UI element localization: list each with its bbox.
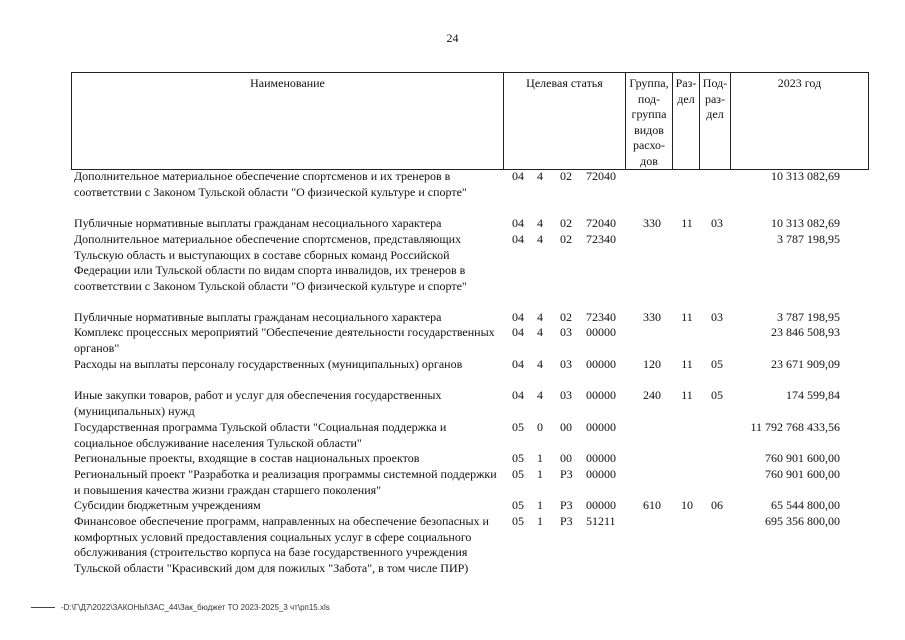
row-b: 4: [537, 310, 543, 324]
row-c: Р3: [560, 514, 573, 528]
footer-file-path: [31, 603, 330, 612]
row-a: 04: [512, 232, 524, 246]
row-b: 0: [537, 420, 543, 434]
row-name: Региональные проекты, входящие в состав национальных проектов: [74, 451, 420, 465]
header-group: Группа, под- группа видов расхо- дов: [626, 73, 673, 170]
row-name: Иные закупки товаров, работ и услуг для обеспечения государственных (муниципальных) нужд: [74, 388, 442, 418]
row-a: 05: [512, 514, 524, 528]
row-b: 4: [537, 216, 543, 230]
row-a: 04: [512, 216, 524, 230]
row-podr: 05: [711, 388, 723, 402]
row-name: Публичные нормативные выплаты гражданам несоциального характера: [74, 310, 442, 324]
row-c: 03: [560, 357, 572, 371]
row-sum: 3 787 198,95: [777, 232, 840, 246]
row-grp: 330: [643, 310, 661, 324]
header-razdel: Раз- дел: [673, 73, 700, 170]
row-c: Р3: [560, 467, 573, 481]
row-sum: 3 787 198,95: [777, 310, 840, 324]
row-d: 72040: [586, 169, 616, 183]
row-grp: 330: [643, 216, 661, 230]
row-name: Дополнительное материальное обеспечение спортсменов, представляющих Тульскую область и выступающих в составе сборных команд Российской Федерации или Тульской области по видам спорта инвалидов, их тренеров в соответствии с Законом Тульской области "О физической культуре и спорте": [74, 232, 467, 293]
row-d: 00000: [586, 467, 616, 481]
row-sum: 23 846 508,93: [771, 325, 840, 339]
row-podr: 06: [711, 498, 723, 512]
row-sum: 174 599,84: [786, 388, 840, 402]
row-a: 04: [512, 310, 524, 324]
row-a: 04: [512, 357, 524, 371]
row-a: 05: [512, 498, 524, 512]
row-razd: 11: [681, 388, 693, 402]
row-c: 02: [560, 216, 572, 230]
row-d: 00000: [586, 498, 616, 512]
row-grp: 120: [643, 357, 661, 371]
row-name: Дополнительное материальное обеспечение спортсменов и их тренеров в соответствии с Законом Тульской области "О физической культуре и спорте": [74, 169, 467, 199]
header-name: Наименование: [72, 73, 504, 170]
header-year: 2023 год: [731, 73, 869, 170]
row-b: 4: [537, 388, 543, 402]
row-grp: 610: [643, 498, 661, 512]
row-a: 05: [512, 420, 524, 434]
row-b: 4: [537, 169, 543, 183]
row-d: 72340: [586, 310, 616, 324]
row-d: 00000: [586, 420, 616, 434]
row-sum: 695 356 800,00: [765, 514, 840, 528]
row-b: 4: [537, 325, 543, 339]
row-c: 00: [560, 451, 572, 465]
row-name: Комплекс процессных мероприятий "Обеспечение деятельности государственных органов": [74, 325, 495, 355]
row-a: 04: [512, 388, 524, 402]
row-a: 04: [512, 325, 524, 339]
page-number: 24: [446, 31, 459, 45]
row-c: 03: [560, 388, 572, 402]
row-d: 00000: [586, 357, 616, 371]
row-name: Публичные нормативные выплаты гражданам несоциального характера: [74, 216, 442, 230]
row-d: 72340: [586, 232, 616, 246]
row-sum: 760 901 600,00: [765, 467, 840, 481]
row-d: 51211: [586, 514, 616, 528]
row-podr: 03: [711, 310, 723, 324]
row-razd: 11: [681, 357, 693, 371]
row-b: 4: [537, 357, 543, 371]
row-razd: 11: [681, 216, 693, 230]
row-razd: 11: [681, 310, 693, 324]
row-sum: 23 671 909,09: [771, 357, 840, 371]
header-target-article: Целевая статья: [504, 73, 626, 170]
row-c: 02: [560, 310, 572, 324]
row-d: 00000: [586, 451, 616, 465]
row-d: 00000: [586, 388, 616, 402]
row-sum: 10 313 082,69: [771, 169, 840, 183]
table-header: [71, 72, 869, 170]
header-podrazdel: Под- раз- дел: [700, 73, 731, 170]
row-c: 00: [560, 420, 572, 434]
row-name: Финансовое обеспечение программ, направленных на обеспечение безопасных и комфортных условий предоставления социальных услуг в сфере социального обслуживания (строительство корпуса на базе государственного учреждения Тульской области "Красивский дом для пожилых "Забота", в том числе ПИР): [74, 514, 489, 575]
row-a: 04: [512, 169, 524, 183]
row-a: 05: [512, 451, 524, 465]
row-name: Государственная программа Тульской области "Социальная поддержка и социальное обслуживание населения Тульской области": [74, 420, 447, 450]
row-name: Региональный проект "Разработка и реализация программы системной поддержки и повышения качества жизни граждан старшего поколения": [74, 467, 497, 497]
row-c: 03: [560, 325, 572, 339]
footer-path-text: -D:\Г\Д7\2022\ЗАКОНЫ\ЗАС_44\Зак_бюджет ТО 2023-2025_3 чт\рп15.xls: [61, 603, 330, 612]
row-grp: 240: [643, 388, 661, 402]
row-d: 00000: [586, 325, 616, 339]
footer-dash: [31, 607, 55, 608]
row-podr: 05: [711, 357, 723, 371]
row-podr: 03: [711, 216, 723, 230]
row-name: Субсидии бюджетным учреждениям: [74, 498, 261, 512]
row-d: 72040: [586, 216, 616, 230]
row-sum: 65 544 800,00: [771, 498, 840, 512]
row-razd: 10: [681, 498, 693, 512]
row-sum: 10 313 082,69: [771, 216, 840, 230]
row-b: 1: [537, 467, 543, 481]
row-c: 02: [560, 232, 572, 246]
row-b: 4: [537, 232, 543, 246]
row-b: 1: [537, 514, 543, 528]
row-name: Расходы на выплаты персоналу государственных (муниципальных) органов: [74, 357, 463, 371]
row-a: 05: [512, 467, 524, 481]
row-sum: 760 901 600,00: [765, 451, 840, 465]
row-c: Р3: [560, 498, 573, 512]
row-sum: 11 792 768 433,56: [750, 420, 840, 434]
row-c: 02: [560, 169, 572, 183]
row-b: 1: [537, 451, 543, 465]
row-b: 1: [537, 498, 543, 512]
